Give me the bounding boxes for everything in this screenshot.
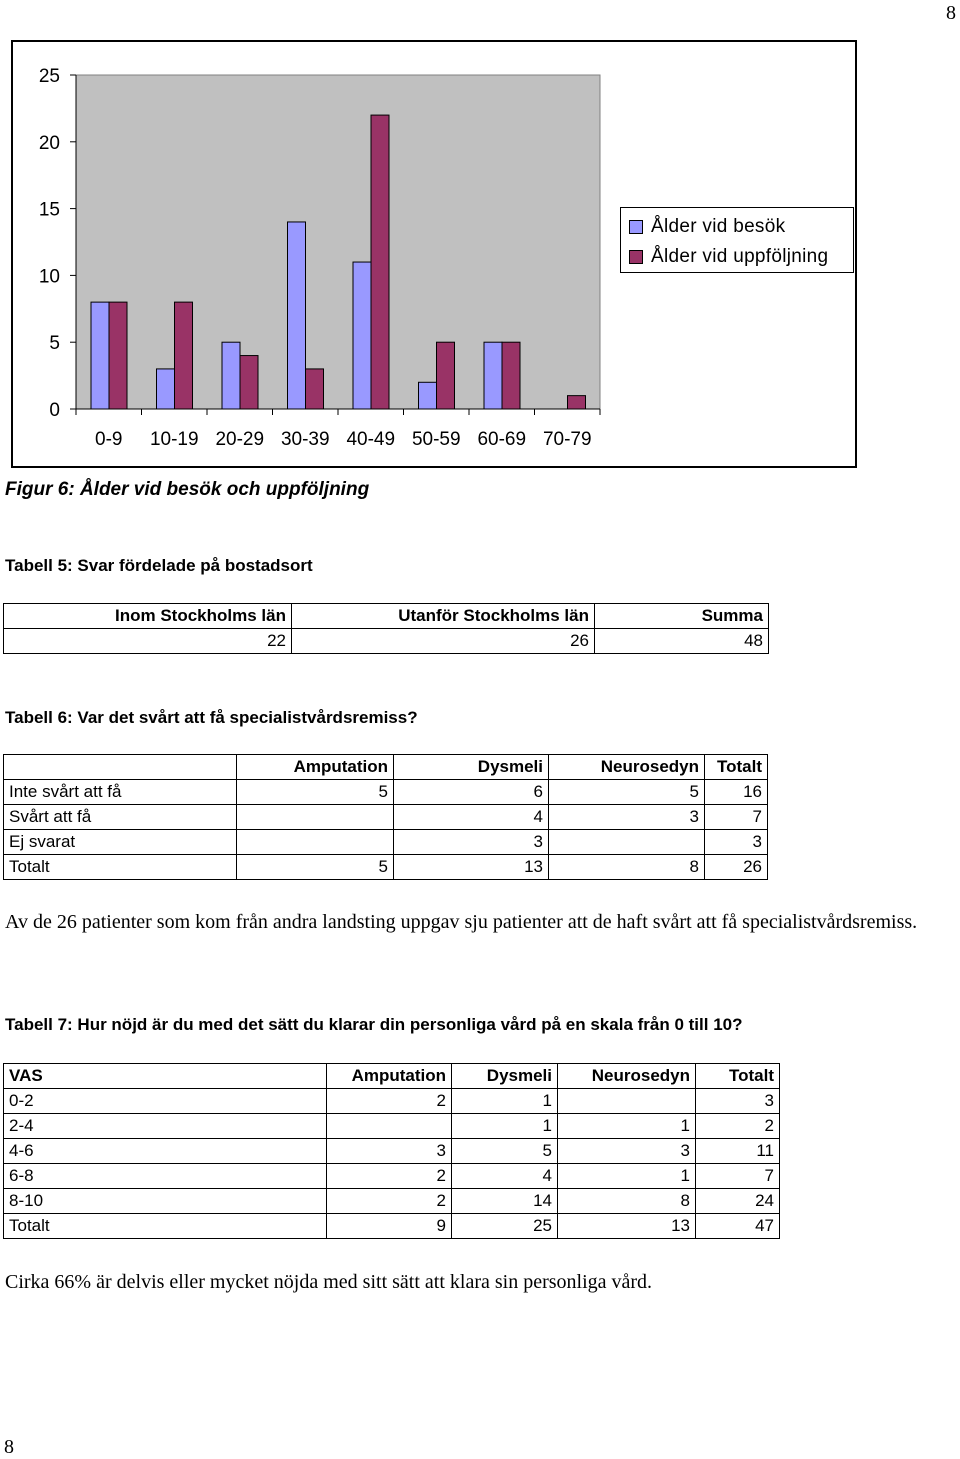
table7-header-cell: Amputation [327,1064,452,1089]
table7-cell: 25 [452,1214,558,1239]
legend-swatch-series-2 [629,250,643,264]
table7-cell: 1 [452,1089,558,1114]
table6-header-cell [4,755,237,780]
table6-cell [237,830,394,855]
paragraph-referral: Av de 26 patienter som kom från andra landsting uppgav sju patienter att de haft svårt att få specialistvårdsremiss. [5,911,918,933]
bar-series-2 [109,302,127,409]
table7-cell: 1 [452,1114,558,1139]
bar-series-1 [288,222,306,409]
table6-cell: 5 [237,780,394,805]
table5-cell: 22 [4,629,292,654]
table6-row [4,830,768,855]
table6-title: Tabell 6: Var det svårt att få specialistvårdsremiss? [5,708,418,727]
bar-series-2 [371,115,389,409]
table7-cell: 4-6 [4,1139,327,1164]
table6-cell: Ej svarat [4,830,237,855]
table7-cell: 5 [452,1139,558,1164]
bar-series-1 [419,382,437,409]
table7 [3,1063,780,1239]
table7-cell: 14 [452,1189,558,1214]
table7-row [4,1114,780,1139]
legend-item-series-2 [629,242,845,272]
table7-cell: 24 [696,1189,780,1214]
table7-header-cell: Totalt [696,1064,780,1089]
table6-row [4,780,768,805]
y-tick-label: 15 [38,199,60,221]
table7-row [4,1214,780,1239]
x-tick-label: 70-79 [542,429,592,450]
table6-cell: 5 [237,855,394,880]
table7-cell: 8-10 [4,1189,327,1214]
table7-cell: 8 [558,1189,696,1214]
table6-header-cell: Dysmeli [394,755,549,780]
x-tick-label: 0-9 [95,429,123,450]
chart-legend [620,207,854,273]
legend-swatch-series-1 [629,220,643,234]
table5-title: Tabell 5: Svar fördelade på bostadsort [5,556,313,575]
table7-cell: 3 [327,1139,452,1164]
legend-label-series-1: Ålder vid besök [651,216,786,237]
table5-header-cell: Utanför Stockholms län [292,604,595,629]
table6-cell: 8 [549,855,705,880]
table6-header-cell: Amputation [237,755,394,780]
table7-header-cell: Dysmeli [452,1064,558,1089]
table7-cell: 2 [696,1114,780,1139]
bar-series-2 [502,342,520,409]
y-tick-label: 0 [49,400,60,421]
table7-cell: 7 [696,1164,780,1189]
table7-header-row [4,1064,780,1089]
table7-cell: 2 [327,1164,452,1189]
plot-area [76,75,600,409]
bar-series-2 [175,302,193,409]
table7-cell: 47 [696,1214,780,1239]
table7-header-cell: VAS [4,1064,327,1089]
y-tick-label: 25 [38,66,60,87]
table5-cell: 48 [595,629,769,654]
table6-cell: 3 [705,830,768,855]
table7-row [4,1139,780,1164]
bar-series-1 [353,262,371,409]
table6-cell: Inte svårt att få [4,780,237,805]
x-tick-label: 50-59 [411,429,461,450]
legend-item-series-1 [629,212,845,242]
x-tick-label: 10-19 [149,429,199,450]
bar-series-1 [91,302,109,409]
table6-cell: 5 [549,780,705,805]
bar-series-1 [484,342,502,409]
table6-cell: 4 [394,805,549,830]
table6-cell: Svårt att få [4,805,237,830]
table6-header-cell: Totalt [705,755,768,780]
paragraph-satisfaction: Cirka 66% är delvis eller mycket nöjda med sitt sätt att klara sin personliga vård. [5,1271,653,1293]
bar-series-1 [157,369,175,409]
table7-cell: 1 [558,1114,696,1139]
table6-cell: 7 [705,805,768,830]
table7-cell: 1 [558,1164,696,1189]
bar-series-2 [240,356,258,409]
table7-cell: 2 [327,1089,452,1114]
table6-cell: 3 [394,830,549,855]
y-tick-label: 10 [38,266,60,288]
table6-cell: 3 [549,805,705,830]
x-tick-label: 20-29 [215,429,265,450]
table7-cell: 2-4 [4,1114,327,1139]
table6 [3,754,768,880]
figure-caption: Figur 6: Ålder vid besök och uppföljning [5,479,370,500]
table6-cell: 16 [705,780,768,805]
table6-row [4,805,768,830]
legend-label-series-2: Ålder vid uppföljning [651,246,829,267]
table6-cell: Totalt [4,855,237,880]
x-tick-label: 60-69 [477,429,527,450]
page-number-top: 8 [946,2,956,24]
table7-row [4,1189,780,1214]
table7-header-cell: Neurosedyn [558,1064,696,1089]
table7-cell: 4 [452,1164,558,1189]
table7-cell: Totalt [4,1214,327,1239]
table7-title: Tabell 7: Hur nöjd är du med det sätt du klarar din personliga vård på en skala från 0 till 10? [5,1015,743,1034]
y-tick-label: 5 [49,333,60,355]
table7-cell [327,1114,452,1139]
table6-cell: 13 [394,855,549,880]
x-tick-label: 40-49 [346,429,396,450]
page-number-bottom: 8 [4,1436,14,1458]
table7-cell: 13 [558,1214,696,1239]
table5-header-cell: Summa [595,604,769,629]
x-tick-label: 30-39 [280,429,330,450]
table7-cell: 3 [696,1089,780,1114]
table5 [3,603,769,654]
table7-row [4,1089,780,1114]
bar-series-2 [306,369,324,409]
table6-row [4,855,768,880]
table7-cell: 2 [327,1189,452,1214]
table6-cell: 6 [394,780,549,805]
table7-cell [558,1089,696,1114]
age-bar-chart [11,40,857,468]
bar-series-2 [437,342,455,409]
table7-cell: 0-2 [4,1089,327,1114]
table7-cell: 11 [696,1139,780,1164]
table6-cell [549,830,705,855]
table6-cell [237,805,394,830]
bar-series-1 [222,342,240,409]
table7-cell: 6-8 [4,1164,327,1189]
table5-cell: 26 [292,629,595,654]
table6-header-cell: Neurosedyn [549,755,705,780]
bar-series-2 [568,396,586,409]
table5-header-row [4,604,769,629]
table7-cell: 9 [327,1214,452,1239]
y-tick-label: 20 [38,132,60,154]
table6-header-row [4,755,768,780]
table7-row [4,1164,780,1189]
table5-row [4,629,769,654]
table6-cell: 26 [705,855,768,880]
table7-cell: 3 [558,1139,696,1164]
table5-header-cell: Inom Stockholms län [4,604,292,629]
